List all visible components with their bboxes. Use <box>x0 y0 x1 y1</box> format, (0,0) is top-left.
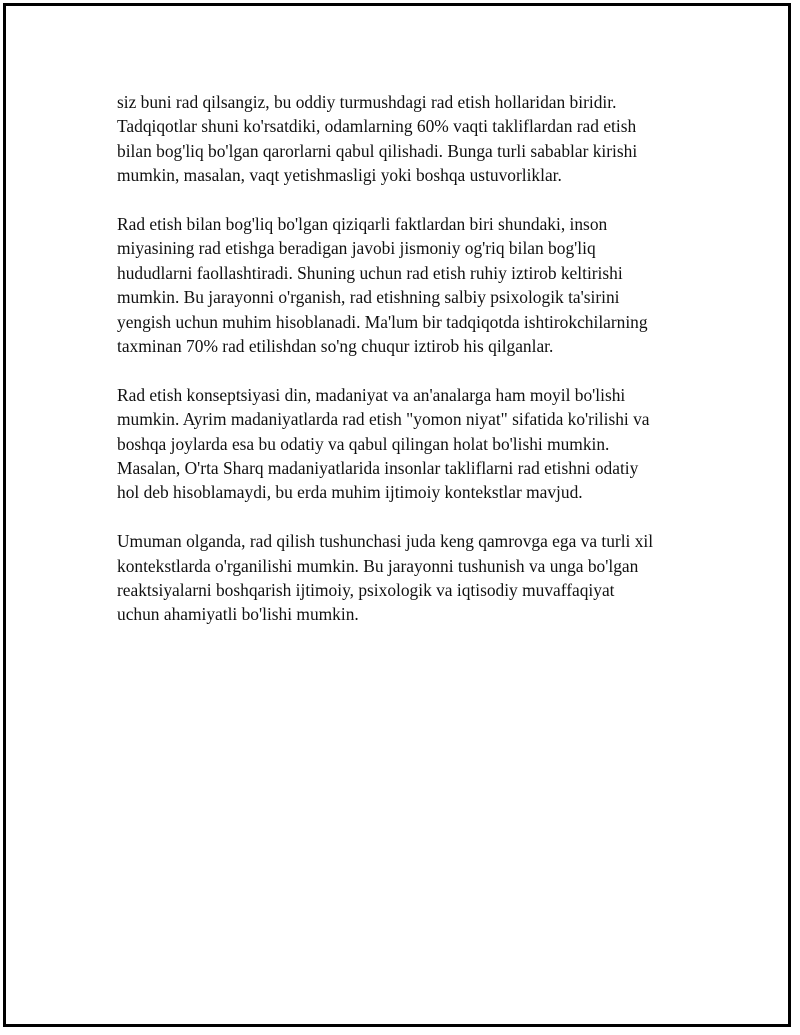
paragraph <box>117 212 697 358</box>
document-body <box>117 90 697 651</box>
text-line: miyasining rad etishga beradigan javobi jismoniy og'riq bilan bog'liq <box>117 238 596 259</box>
paragraph <box>117 383 697 505</box>
text-line: Tadqiqotlar shuni ko'rsatdiki, odamlarning 60% vaqti takliflardan rad etish <box>117 116 637 137</box>
text-line: taxminan 70% rad etilishdan so'ng chuqur iztirob his qilganlar. <box>117 336 554 357</box>
text-line: yengish uchun muhim hisoblanadi. Ma'lum bir tadqiqotda ishtirokchilarning <box>117 311 648 332</box>
text-line: siz buni rad qilsangiz, bu oddiy turmushdagi rad etish hollaridan biridir. <box>117 92 617 112</box>
text-line: hol deb hisoblamaydi, bu erda muhim ijtimoiy kontekstlar mavjud. <box>117 482 583 503</box>
text-line: kontekstlarda o'rganilishi mumkin. Bu jarayonni tushunish va unga bo'lgan <box>117 555 639 576</box>
text-line: Masalan, O'rta Sharq madaniyatlarida insonlar takliflarni rad etishni odatiy <box>117 458 639 479</box>
text-line: uchun ahamiyatli bo'lishi mumkin. <box>117 604 359 625</box>
text-line: hududlarni faollashtiradi. Shuning uchun rad etish ruhiy iztirob keltirishi <box>117 262 623 283</box>
text-line: boshqa joylarda esa bu odatiy va qabul qilingan holat bo'lishi mumkin. <box>117 433 610 454</box>
text-line: Umuman olganda, rad qilish tushunchasi juda keng qamrovga ega va turli xil <box>117 531 654 552</box>
text-line: mumkin, masalan, vaqt yetishmasligi yoki boshqa ustuvorliklar. <box>117 165 562 186</box>
text-line: reaktsiyalarni boshqarish ijtimoiy, psixologik va iqtisodiy muvaffaqiyat <box>117 580 615 601</box>
paragraph <box>117 529 697 627</box>
text-line: Rad etish konseptsiyasi din, madaniyat va an'analarga ham moyil bo'lishi <box>117 384 626 405</box>
text-line: bilan bog'liq bo'lgan qarorlarni qabul qilishadi. Bunga turli sabablar kirishi <box>117 140 638 161</box>
paragraph <box>117 90 697 188</box>
text-line: mumkin. Ayrim madaniyatlarda rad etish "yomon niyat" sifatida ko'rilishi va <box>117 409 650 430</box>
text-line: Rad etish bilan bog'liq bo'lgan qiziqarli faktlardan biri shundaki, inson <box>117 214 608 235</box>
text-line: mumkin. Bu jarayonni o'rganish, rad etishning salbiy psixologik ta'sirini <box>117 287 620 308</box>
